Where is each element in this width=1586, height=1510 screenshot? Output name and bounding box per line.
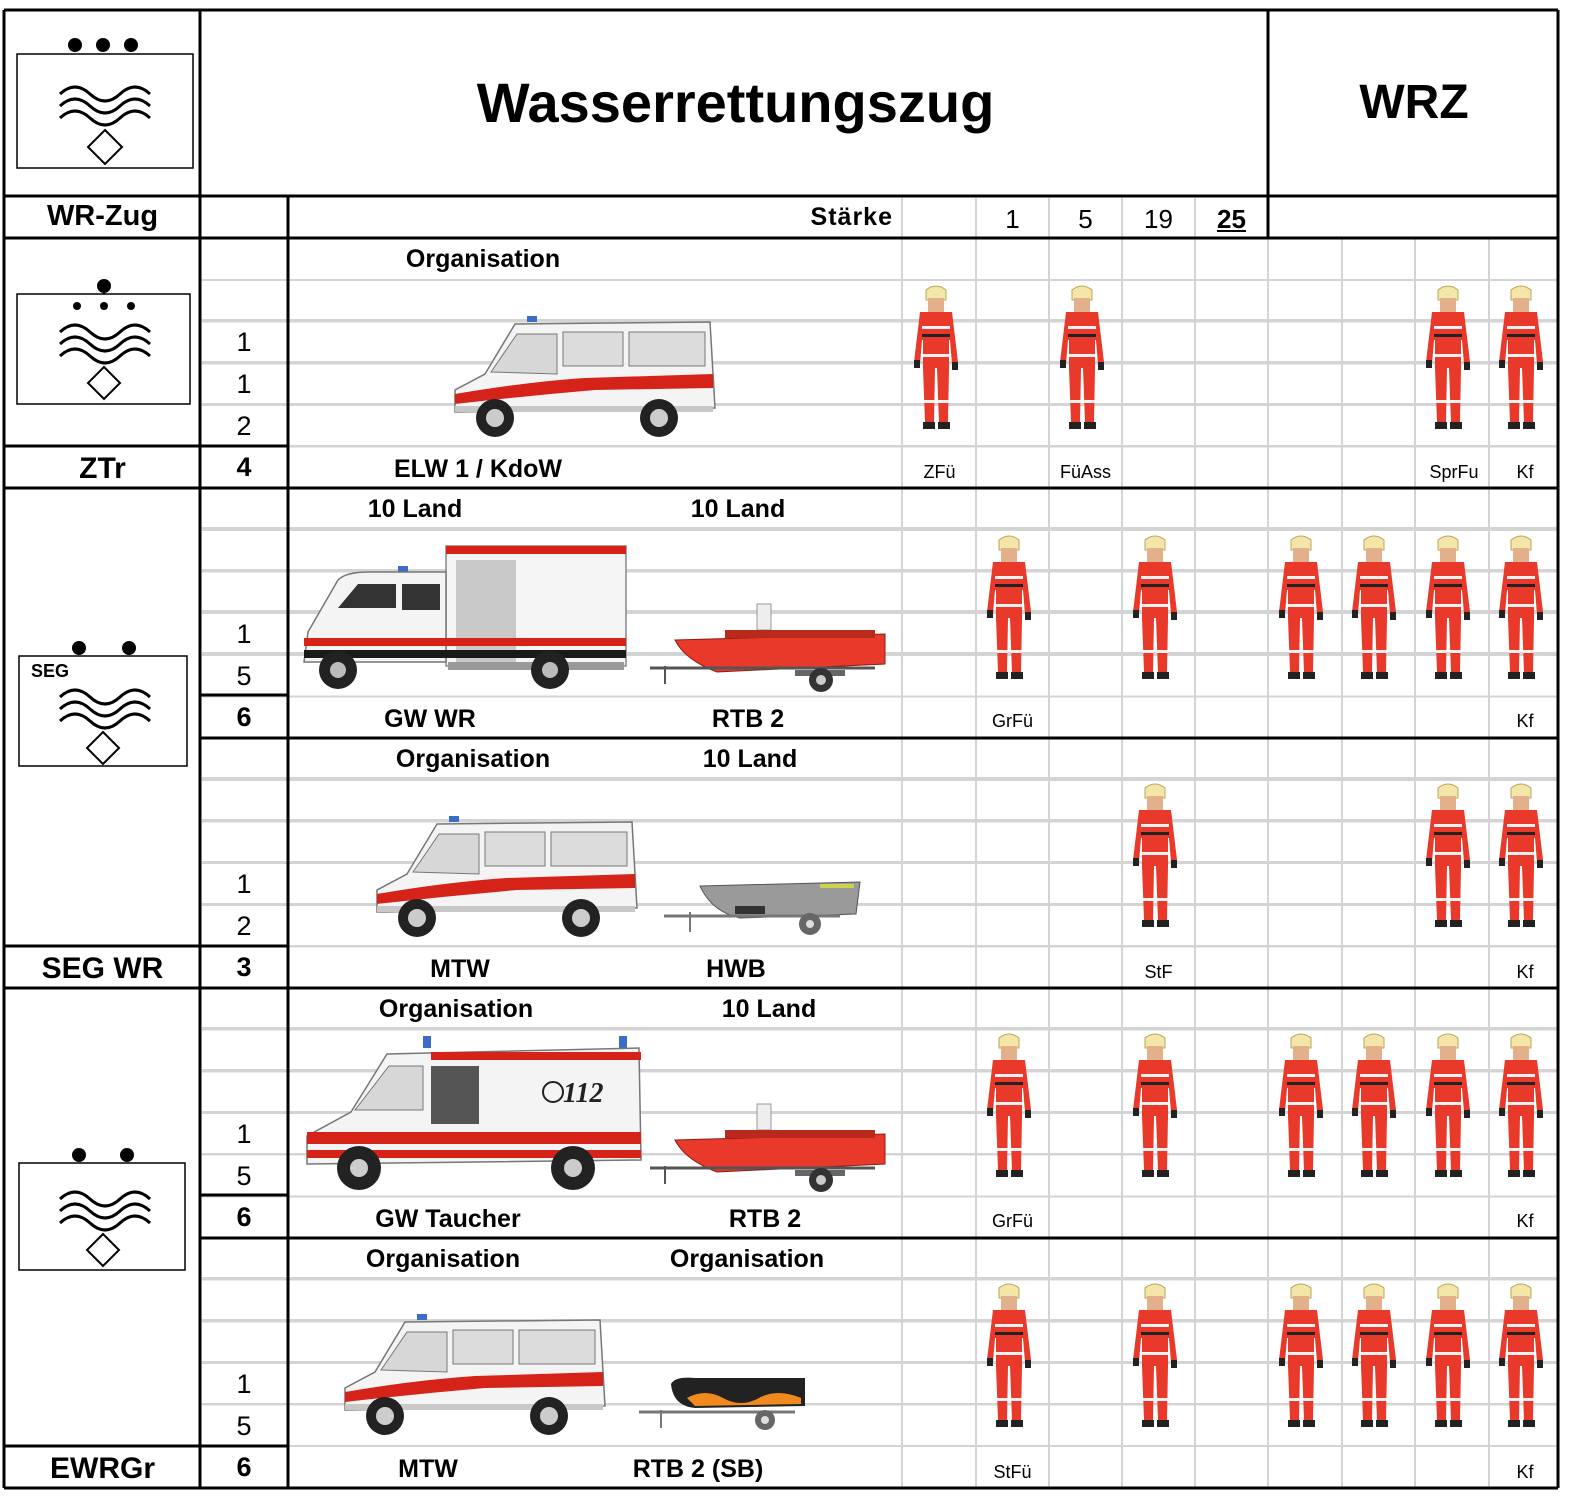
vehicle-owner: Organisation [365, 1245, 521, 1273]
side-number: 2 [236, 911, 252, 941]
side-number: 1 [236, 327, 252, 357]
vehicle-name: MTW [398, 1455, 458, 1483]
vehicle-name: RTB 2 (SB) [632, 1455, 764, 1483]
vehicle-name: MTW [430, 955, 490, 983]
water-rescue-symbol-icon [15, 274, 195, 409]
section-subtotal: 6 [236, 702, 252, 732]
strength-value-total: 25 [1217, 204, 1246, 234]
strength-value-crew: 19 [1144, 204, 1173, 234]
role-label: Kf [1516, 1462, 1534, 1482]
unit-code: WRZ [1359, 76, 1469, 129]
side-number: 1 [236, 619, 252, 649]
vehicle-owner: Organisation [669, 1245, 825, 1273]
section-total: 6 [236, 1452, 252, 1482]
role-label: Kf [1516, 1211, 1534, 1231]
vehicle-owner: 10 Land [702, 745, 798, 773]
side-number: 5 [236, 1161, 252, 1191]
strength-value-subleaders: 5 [1078, 204, 1093, 234]
vehicle-name: GW Taucher [375, 1205, 521, 1233]
role-label: Kf [1516, 962, 1534, 982]
vehicle-owner: Organisation [405, 245, 561, 273]
section-label-seg-wr: SEG WR [41, 952, 164, 985]
van-illustration [367, 812, 642, 942]
side-number: 5 [236, 1411, 252, 1441]
role-label: Kf [1516, 462, 1534, 482]
red-boat-trailer-illustration [645, 1100, 900, 1195]
strength-label: Stärke [810, 203, 893, 231]
ztr-symbol [15, 274, 195, 409]
role-label: GrFü [991, 1211, 1033, 1231]
section-label-ewrgr: EWRGr [50, 1452, 155, 1485]
side-number: 2 [236, 411, 252, 441]
vehicle-owner: Organisation [395, 745, 551, 773]
van-illustration [445, 312, 720, 442]
section-label-ztr: ZTr [79, 452, 126, 485]
vehicle-owner: Organisation [378, 995, 534, 1023]
role-label: StF [1144, 962, 1173, 982]
side-number: 1 [236, 869, 252, 899]
water-rescue-symbol-icon [17, 1141, 192, 1276]
side-number: 5 [236, 661, 252, 691]
water-rescue-symbol-icon [15, 32, 195, 172]
strength-value-leaders: 1 [1005, 204, 1020, 234]
page-title: Wasserrettungszug [476, 71, 995, 134]
vehicle-marking: 112 [563, 1078, 604, 1109]
vehicle-name: GW WR [384, 705, 476, 733]
vehicle-name: HWB [706, 955, 766, 983]
red-boat-trailer-illustration [645, 600, 900, 695]
role-label: FüAss [1059, 462, 1111, 482]
side-number: 1 [236, 1119, 252, 1149]
side-number: 1 [236, 369, 252, 399]
vehicle-name: RTB 2 [711, 705, 785, 733]
section-total: 3 [236, 952, 252, 982]
role-label: ZFü [923, 462, 956, 482]
section-total: 4 [236, 452, 252, 482]
inflatable-boat-trailer-illustration [635, 1372, 815, 1442]
diver-van-illustration [303, 1032, 643, 1192]
ewrgr-symbol [17, 1141, 192, 1276]
grey-boat-trailer-illustration [660, 872, 865, 942]
van-illustration [335, 1310, 610, 1440]
vehicle-owner: 10 Land [367, 495, 463, 523]
vehicle-owner: 10 Land [690, 495, 786, 523]
box-truck-illustration [298, 544, 628, 694]
seg-symbol-tag: SEG [31, 661, 70, 681]
role-label: StFü [993, 1462, 1032, 1482]
seg-symbol [17, 637, 192, 772]
vehicle-owner: 10 Land [721, 995, 817, 1023]
role-label: Kf [1516, 711, 1534, 731]
header-symbol [15, 32, 195, 172]
section-subtotal: 6 [236, 1202, 252, 1232]
role-label: GrFü [991, 711, 1033, 731]
water-rescue-symbol-icon [17, 637, 192, 772]
side-number: 1 [236, 1369, 252, 1399]
vehicle-name: RTB 2 [728, 1205, 802, 1233]
vehicle-name: ELW 1 / KdoW [393, 455, 563, 483]
role-label: SprFu [1429, 462, 1479, 482]
unit-label: WR-Zug [46, 200, 159, 232]
